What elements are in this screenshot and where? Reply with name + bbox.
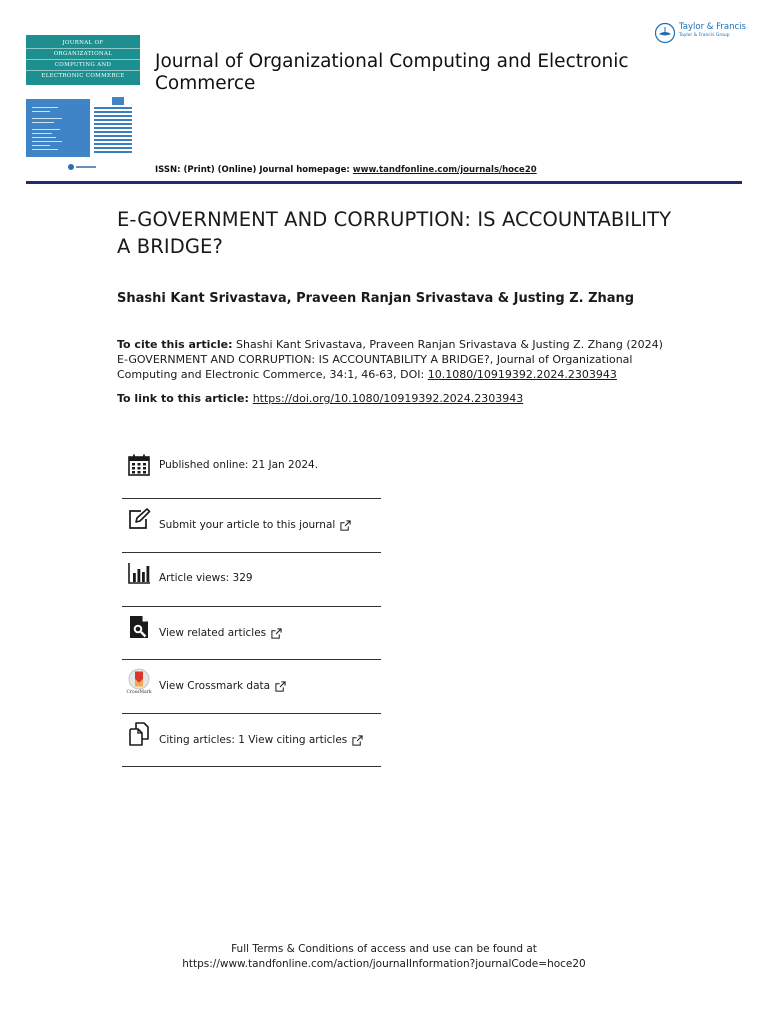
citing-docs-icon bbox=[127, 722, 151, 746]
cover-artwork bbox=[26, 85, 140, 173]
cite-doi-link[interactable]: 10.1080/10919392.2024.2303943 bbox=[427, 368, 617, 381]
cover-title-line: JOURNAL OF bbox=[26, 39, 140, 49]
cite-label: To cite this article: bbox=[117, 338, 233, 351]
article-link-line bbox=[117, 391, 523, 406]
citing-articles-text: Citing articles: 1 View citing articles bbox=[159, 734, 348, 746]
journal-cover-thumbnail bbox=[26, 35, 140, 175]
external-link-icon bbox=[275, 681, 286, 692]
publisher-name: Taylor & Francis bbox=[679, 22, 746, 32]
citing-articles-link[interactable] bbox=[159, 734, 363, 746]
cover-title-line: ORGANIZATIONAL bbox=[26, 50, 140, 60]
terms-footer bbox=[0, 942, 768, 972]
crossmark-text: View Crossmark data bbox=[159, 680, 271, 692]
related-articles-link[interactable] bbox=[159, 627, 282, 639]
crossmark-link[interactable] bbox=[159, 680, 286, 692]
issn-line bbox=[155, 165, 537, 175]
submit-article-link[interactable] bbox=[159, 519, 351, 531]
cover-title-line: ELECTRONIC COMMERCE bbox=[41, 73, 125, 79]
cite-text: Shashi Kant Srivastava, Praveen Ranjan Srivastava & Justing Z. Zhang (2024) E-GOVERNMENT AND CORRUPTION: IS ACCOUNTABILITY A BRIDGE?, Journal of Organizational Computing and Electronic Commerce, 34:1, 46-63, DOI: bbox=[117, 338, 663, 381]
cover-title-line: COMPUTING AND bbox=[26, 61, 140, 71]
journal-title: Journal of Organizational Computing and Electronic Commerce bbox=[155, 51, 629, 94]
related-articles-text: View related articles bbox=[159, 627, 267, 639]
bar-chart-icon bbox=[127, 561, 151, 585]
article-authors: Shashi Kant Srivastava, Praveen Ranjan Srivastava & Justing Z. Zhang bbox=[117, 291, 635, 306]
submit-article-item[interactable] bbox=[122, 499, 381, 553]
crossmark-icon bbox=[127, 667, 151, 697]
cover-title-band bbox=[26, 35, 140, 85]
article-info-list bbox=[122, 445, 381, 767]
taylor-francis-icon bbox=[654, 22, 676, 44]
publisher-group: Taylor & Francis Group bbox=[679, 33, 730, 38]
publisher-logo[interactable] bbox=[654, 22, 749, 48]
published-online-text: Published online: 21 Jan 2024. bbox=[159, 459, 319, 471]
link-label: To link to this article: bbox=[117, 392, 253, 405]
cover-publisher-logo bbox=[68, 163, 98, 170]
issn-text: ISSN: (Print) (Online) Journal homepage: bbox=[155, 165, 353, 175]
article-title: E-GOVERNMENT AND CORRUPTION: IS ACCOUNTABILITY A BRIDGE? bbox=[117, 208, 672, 258]
calendar-icon bbox=[127, 453, 151, 477]
cover-contents-panel bbox=[26, 99, 90, 157]
external-link-icon bbox=[340, 520, 351, 531]
cover-decor bbox=[112, 97, 124, 105]
article-views-text: Article views: 329 bbox=[159, 572, 253, 584]
journal-homepage-link[interactable]: www.tandfonline.com/journals/hoce20 bbox=[352, 165, 537, 175]
crossmark-item[interactable] bbox=[122, 660, 381, 714]
article-doi-link[interactable]: https://doi.org/10.1080/10919392.2024.2303943 bbox=[252, 392, 524, 405]
citation-block bbox=[117, 337, 677, 382]
edit-icon bbox=[127, 507, 151, 531]
citing-articles-item[interactable] bbox=[122, 714, 381, 767]
document-search-icon bbox=[127, 615, 151, 639]
submit-article-text: Submit your article to this journal bbox=[159, 519, 336, 531]
crossmark-caption: CrossMark bbox=[126, 690, 152, 695]
external-link-icon bbox=[352, 735, 363, 746]
header-divider bbox=[26, 181, 742, 184]
related-articles-item[interactable] bbox=[122, 607, 381, 660]
terms-text: Full Terms & Conditions of access and use can be found at bbox=[231, 943, 537, 955]
external-link-icon bbox=[271, 628, 282, 639]
published-online-item bbox=[122, 445, 381, 499]
article-views-item bbox=[122, 553, 381, 607]
terms-url[interactable]: https://www.tandfonline.com/action/journalInformation?journalCode=hoce20 bbox=[182, 958, 586, 970]
